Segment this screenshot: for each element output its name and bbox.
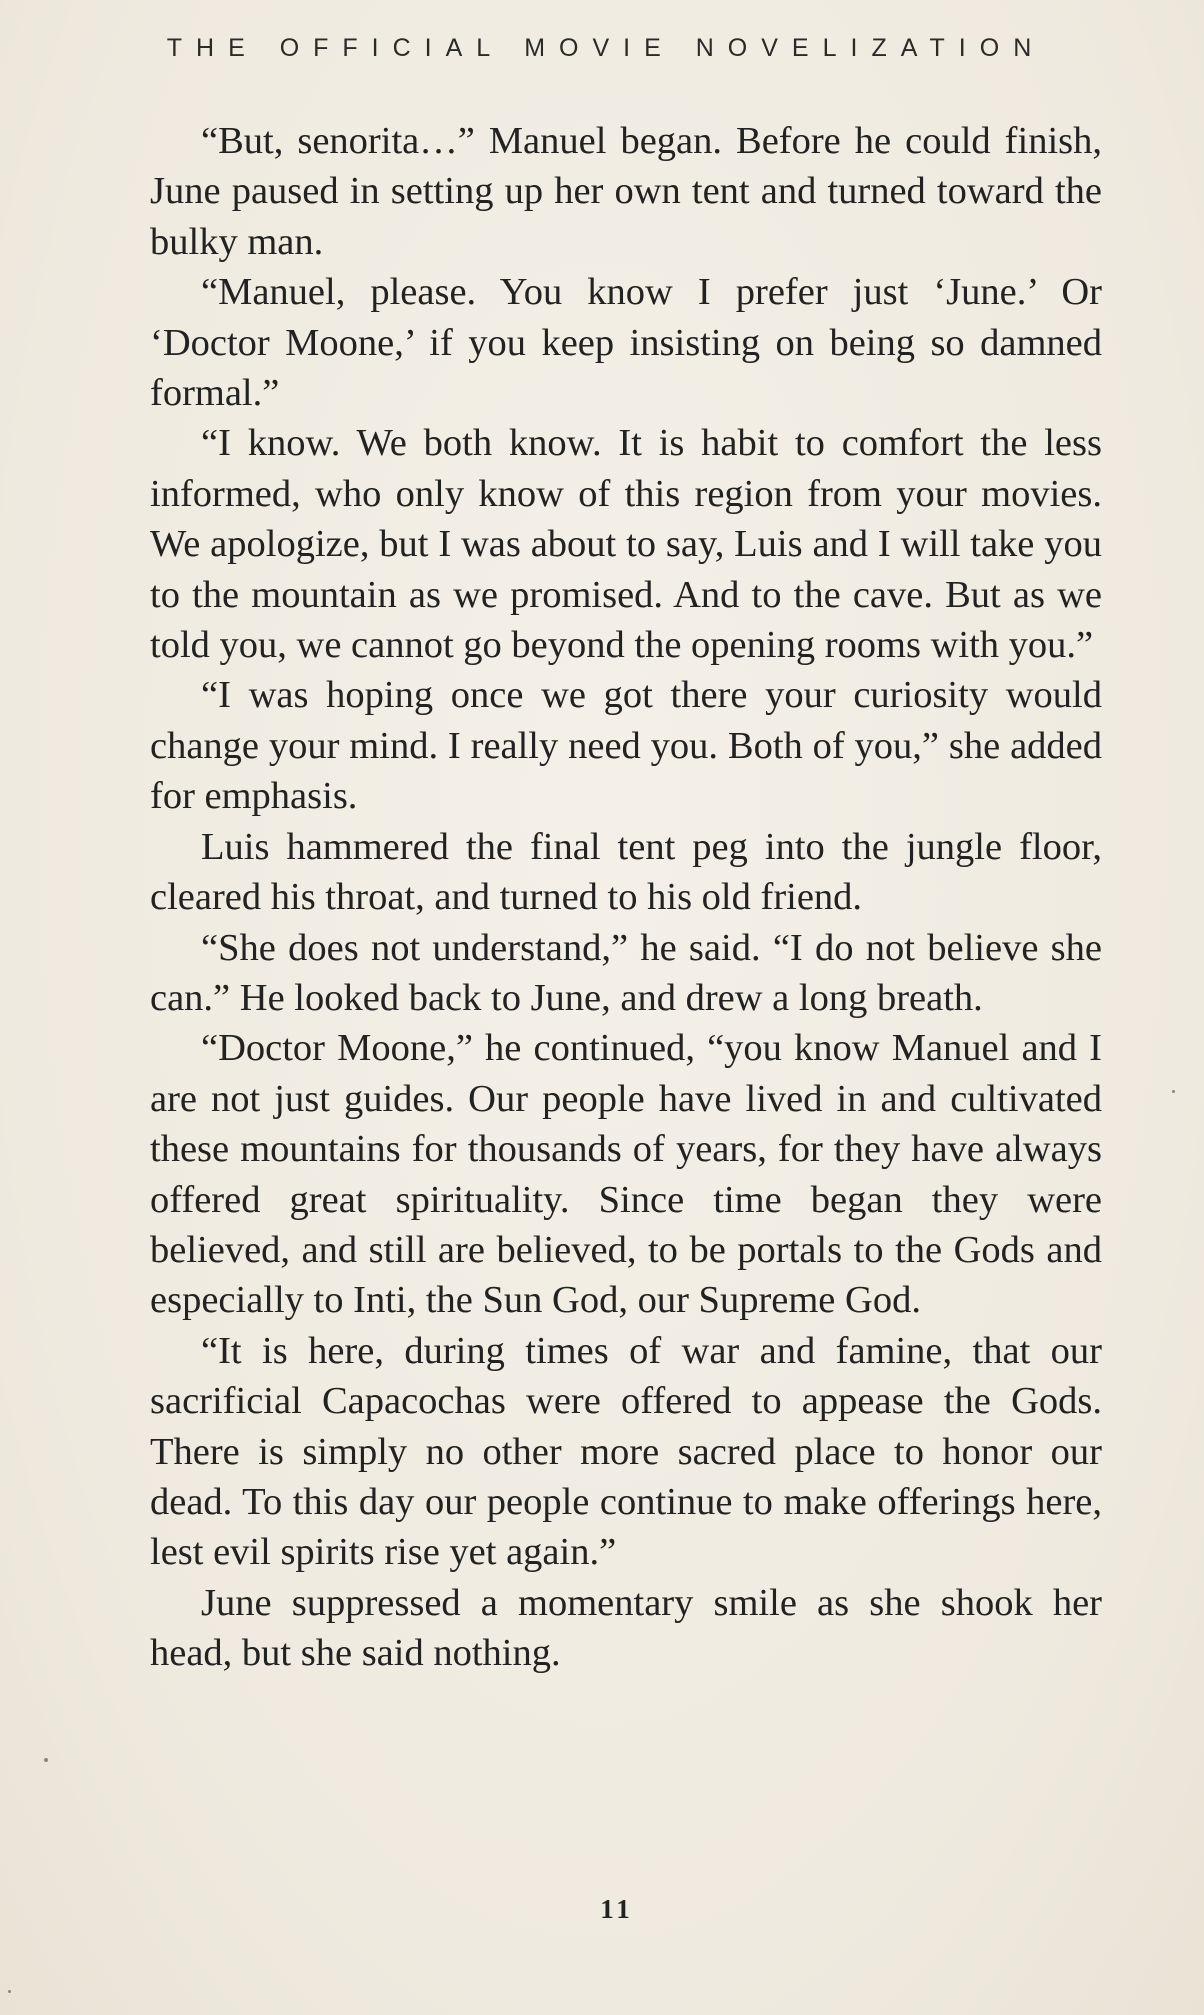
paragraph: “I was hoping once we got there your curiosity would change your mind. I really need you. Both of you,” she added for emphasis. bbox=[150, 674, 1102, 818]
paragraph: “But, senorita…” Manuel began. Before he could finish, June paused in setting up her own tent and turned toward the bulky man. bbox=[150, 120, 1102, 263]
paragraph: “It is here, during times of war and famine, that our sacrificial Capacochas were offered to appease the Gods. There is simply no other more sacred place to honor our dead. To this day our people continue to make offerings here, lest evil spirits rise yet again.” bbox=[150, 1329, 1102, 1574]
page-number: 11 bbox=[600, 1894, 634, 1924]
running-head: THE OFFICIAL MOVIE NOVELIZATION bbox=[166, 34, 1046, 62]
paragraph: June suppressed a momentary smile as she shook her head, but she said nothing. bbox=[150, 1581, 1102, 1675]
paragraph: “Manuel, please. You know I prefer just ‘June.’ Or ‘Doctor Moone,’ if you keep insisting on being so damned formal.” bbox=[150, 271, 1102, 415]
paper-speck bbox=[44, 1758, 48, 1762]
paragraph: “I know. We both know. It is habit to comfort the less informed, who only know of this region from your movies. We apologize, but I was about to say, Luis and I will take you to the mountain as we promised. And to the cave. But as we told you, we cannot go beyond the opening rooms with you.” bbox=[150, 422, 1102, 667]
body-text bbox=[150, 116, 1102, 1679]
paragraph: “She does not understand,” he said. “I do not believe she can.” He looked back to June, and drew a long breath. bbox=[150, 926, 1102, 1019]
paragraph: “Doctor Moone,” he continued, “you know Manuel and I are not just guides. Our people have lived in and cultivated these mountains for thousands of years, for they have always offered great spirituality. Since time began they were believed, and still are believed, to be portals to the Gods and especially to Inti, the Sun God, our Supreme God. bbox=[150, 1027, 1102, 1322]
paper-speck bbox=[1172, 1090, 1175, 1093]
paragraph: Luis hammered the final tent peg into the jungle floor, cleared his throat, and turned to his old friend. bbox=[150, 825, 1102, 919]
paper-speck bbox=[8, 1990, 11, 1993]
